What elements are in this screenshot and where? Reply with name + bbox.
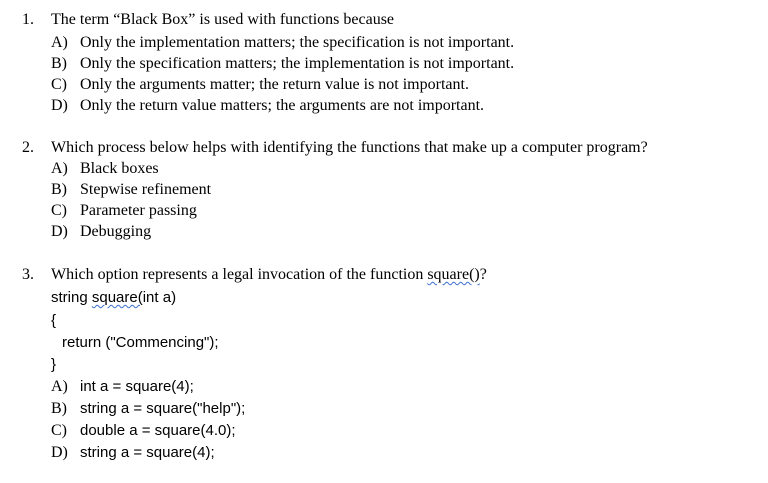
question-3-function-name: square() [427,266,480,283]
question-2-option-b [51,180,211,200]
option-letter: B) [51,55,67,72]
option-letter: D) [51,223,68,240]
question-3-text-before: Which option represents a legal invocation of the function [51,266,428,283]
option-letter: C) [51,202,67,219]
option-letter: B) [51,400,67,417]
question-3-option-c [51,421,236,441]
option-letter: C) [51,422,67,439]
option-letter: A) [51,378,68,395]
option-text: Only the arguments matter; the return value is not important. [80,76,469,93]
code-signature-type: string [51,289,92,306]
question-2-text: Which process below helps with identifying the functions that make up a computer program? [51,139,648,156]
code-signature [51,288,176,308]
question-1-option-b [51,54,514,74]
option-text: Black boxes [80,160,159,177]
code-return-text: return ("Commencing") [62,334,215,351]
option-letter: D) [51,444,68,461]
code-signature-function: square( [91,289,143,306]
option-text: Stepwise refinement [80,181,212,198]
option-letter: A) [51,160,68,177]
question-3-option-a [51,377,194,397]
code-return-statement [62,333,219,353]
option-text: Parameter passing [80,202,197,219]
code-signature-params: int a) [142,289,177,306]
question-3-number: 3. [22,266,34,283]
option-text: string a = square("help"); [80,400,246,417]
question-1-option-d [51,96,484,116]
option-letter: B) [51,181,67,198]
question-1-number: 1. [22,11,34,28]
question-1-text: The term “Black Box” is used with functions because [51,11,395,28]
option-text: Only the return value matters; the arguments are not important. [80,97,485,114]
question-2-number: 2. [22,139,34,156]
question-2-option-c [51,201,197,221]
question-3-option-b [51,399,245,419]
option-text: Debugging [80,223,152,240]
option-text: int a = square(4); [80,378,194,395]
option-text: Only the implementation matters; the specification is not important. [80,34,515,51]
code-open-brace: { [51,312,57,329]
option-text: Only the specification matters; the implementation is not important. [80,55,515,72]
code-return-semicolon: ; [214,334,219,351]
question-3-option-d [51,443,215,463]
code-close-brace: } [51,356,57,373]
option-text: string a = square(4); [80,444,215,461]
option-text: double a = square(4.0); [80,422,236,439]
question-2-option-a [51,159,159,179]
option-letter: C) [51,76,67,93]
question-2-option-d [51,222,151,242]
question-3-text [51,265,487,285]
question-3-text-after: ? [479,266,487,283]
option-letter: A) [51,34,68,51]
question-1-option-c [51,75,469,95]
question-1-option-a [51,33,514,53]
option-letter: D) [51,97,68,114]
